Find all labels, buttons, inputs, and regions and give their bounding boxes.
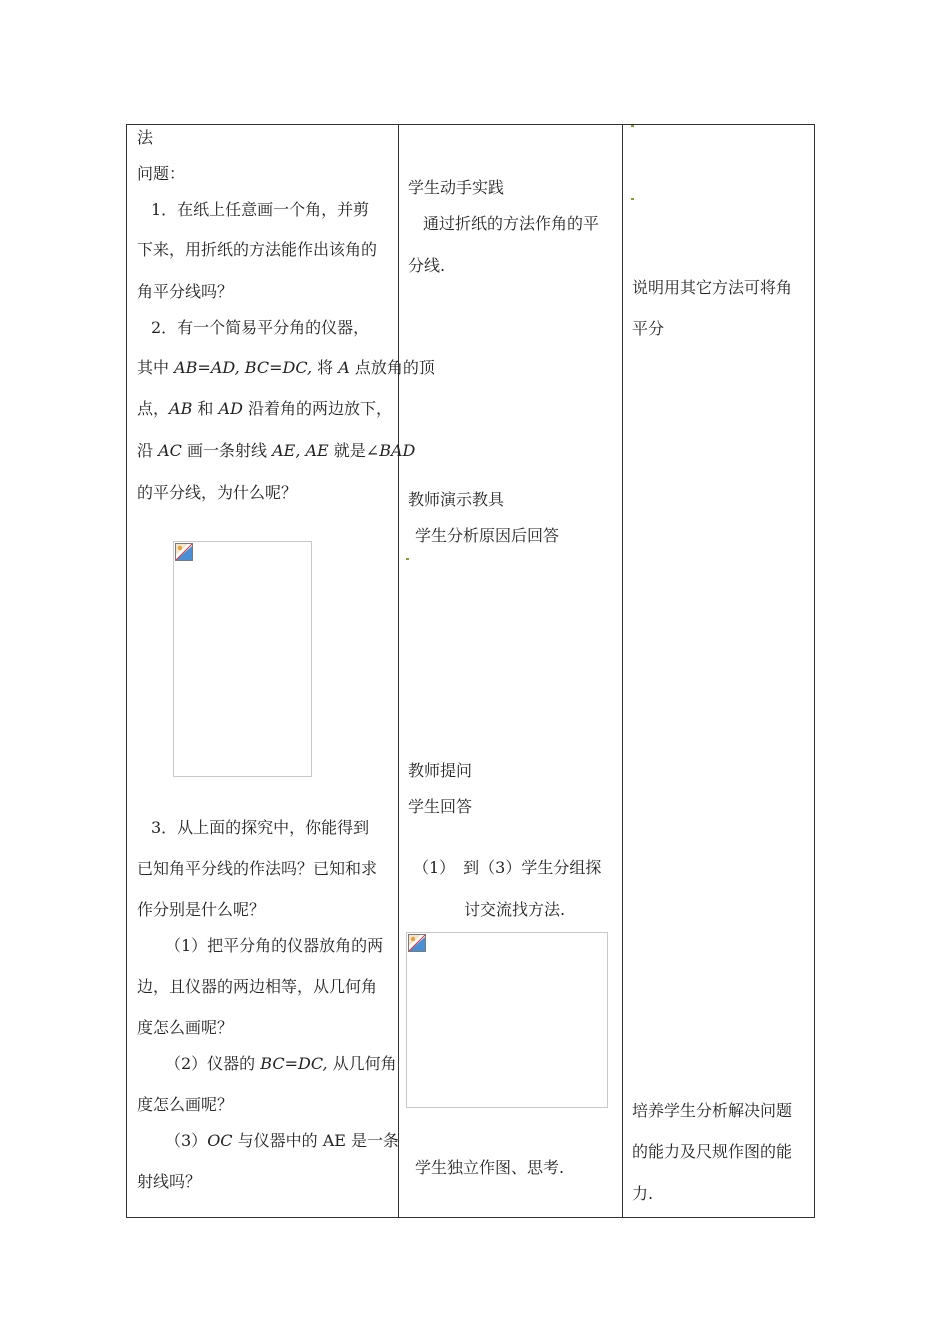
marker-dot bbox=[631, 198, 634, 200]
text-line: 角平分线吗？ bbox=[137, 282, 234, 301]
column-divider bbox=[622, 125, 623, 1217]
text-segment: 从几何角 bbox=[327, 1054, 397, 1073]
text-segment: 点放角的顶 bbox=[349, 358, 435, 377]
text-line: 力. bbox=[632, 1184, 654, 1203]
math-text: A bbox=[338, 358, 350, 377]
text-line: 的能力及尺规作图的能 bbox=[632, 1142, 793, 1161]
math-text: BC=DC, bbox=[260, 1054, 328, 1073]
text-line: 2．有一个简易平分角的仪器， bbox=[151, 318, 370, 337]
text-line: 分线. bbox=[408, 256, 446, 275]
text-line: 法 bbox=[137, 128, 154, 147]
text-line: 通过折纸的方法作角的平 bbox=[423, 214, 600, 233]
text-segment: （2）仪器的 bbox=[165, 1054, 261, 1073]
text-line: 的平分线，为什么呢？ bbox=[137, 483, 298, 502]
math-text: BAD bbox=[379, 441, 416, 460]
text-segment: 点， bbox=[137, 399, 170, 418]
text-line: 学生回答 bbox=[408, 797, 473, 816]
math-text: AE, AE bbox=[272, 441, 329, 460]
text-line: 射线吗？ bbox=[137, 1172, 202, 1191]
text-line bbox=[165, 1054, 397, 1074]
text-line bbox=[137, 441, 415, 461]
text-segment: 就是∠ bbox=[328, 441, 380, 460]
text-line: 讨交流找方法. bbox=[464, 900, 566, 919]
text-line: 学生动手实践 bbox=[408, 178, 505, 197]
text-line: （1）把平分角的仪器放角的两 bbox=[165, 936, 384, 955]
text-line bbox=[137, 358, 435, 378]
text-segment: 沿 bbox=[137, 441, 159, 460]
text-line bbox=[165, 1131, 399, 1151]
broken-image-icon bbox=[175, 543, 193, 561]
math-text: AB=AD, BC=DC, bbox=[174, 358, 313, 377]
text-line: 边，且仪器的两边相等，从几何角 bbox=[137, 977, 378, 996]
math-text: AB bbox=[169, 399, 193, 418]
text-line: 3．从上面的探究中，你能得到 bbox=[151, 818, 370, 837]
math-text: OC bbox=[207, 1131, 233, 1150]
text-line: 作分别是什么呢？ bbox=[137, 900, 266, 919]
text-line: 说明用其它方法可将角 bbox=[632, 278, 793, 297]
column-divider bbox=[398, 125, 399, 1217]
text-line: 度怎么画呢？ bbox=[137, 1018, 234, 1037]
figure-placeholder bbox=[406, 932, 608, 1108]
text-segment: 画一条射线 bbox=[181, 441, 273, 460]
text-segment: 与仪器中的 AE 是一条 bbox=[232, 1131, 400, 1150]
math-text: AC bbox=[158, 441, 182, 460]
text-line: 培养学生分析解决问题 bbox=[632, 1101, 793, 1120]
text-line: 1．在纸上任意画一个角，并剪 bbox=[151, 200, 370, 219]
text-line: 下来，用折纸的方法能作出该角的 bbox=[137, 240, 378, 259]
text-segment: 沿着角的两边放下， bbox=[242, 399, 392, 418]
text-line: 平分 bbox=[632, 319, 665, 338]
text-line: 教师提问 bbox=[408, 761, 473, 780]
text-line: 度怎么画呢？ bbox=[137, 1095, 234, 1114]
marker-dot bbox=[631, 125, 634, 127]
broken-image-icon bbox=[408, 934, 426, 952]
text-line: 已知角平分线的作法吗？已知和求 bbox=[137, 859, 378, 878]
math-text: AD bbox=[218, 399, 243, 418]
text-line: 学生分析原因后回答 bbox=[415, 526, 560, 545]
text-segment: 和 bbox=[192, 399, 219, 418]
text-line: （1） 到（3）学生分组探 bbox=[413, 858, 602, 877]
text-line: 问题： bbox=[137, 164, 186, 183]
text-line: 教师演示教具 bbox=[408, 490, 505, 509]
text-line bbox=[137, 399, 392, 419]
text-line: 学生独立作图、思考. bbox=[415, 1158, 565, 1177]
text-segment: 将 bbox=[312, 358, 339, 377]
text-segment: （3） bbox=[165, 1131, 208, 1150]
figure-placeholder bbox=[173, 541, 312, 777]
text-segment: 其中 bbox=[137, 358, 175, 377]
marker-dot bbox=[406, 558, 409, 560]
